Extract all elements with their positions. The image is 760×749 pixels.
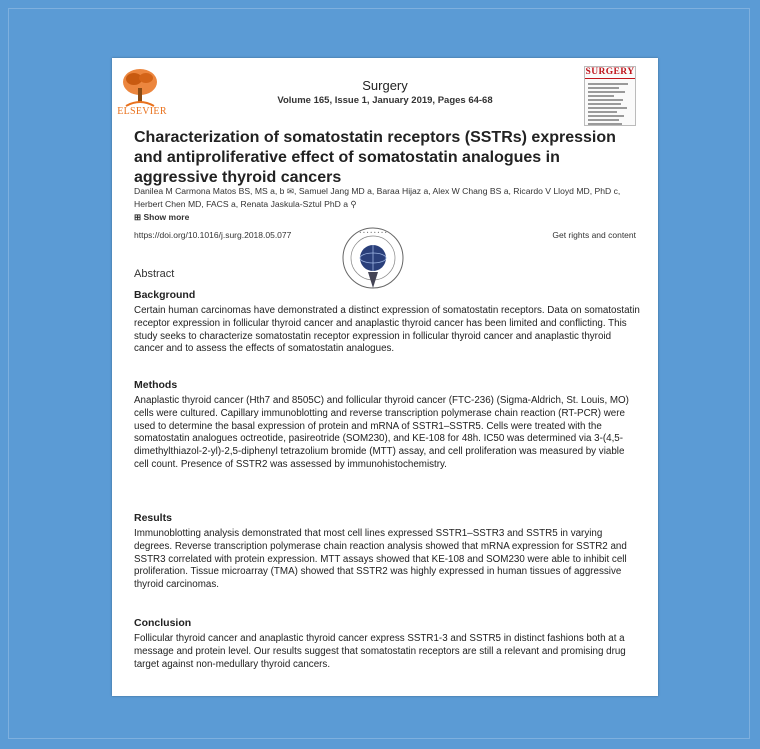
doi-link[interactable]: https://doi.org/10.1016/j.surg.2018.05.077 <box>134 230 292 240</box>
volume-info[interactable]: Volume 165, Issue 1, January 2019, Pages 64-68 <box>277 95 493 106</box>
journal-cover-thumbnail[interactable] <box>584 66 636 126</box>
section-text: Certain human carcinomas have demonstrated a distinct expression of somatostatin receptors. Data on somatostatin receptor expression in follicular thyroid cancer and anaplastic thyroid cancer has been limited and conflicting. This study seeks to characterize somatostatin receptor expression in follicular thyroid cancer and anaplastic thyroid cancer and to assess the effects of somatostatin analogues. <box>134 305 640 355</box>
abstract-heading: Abstract <box>134 268 175 280</box>
article-title: Characterization of somatostatin receptors (SSTRs) expression and antiproliferative effect of somatostatin analogues in aggressive thyroid cancers <box>134 129 616 186</box>
author-list[interactable]: Danilea M Carmona Matos BS, MS a, b ✉, Samuel Jang MD a, Baraa Hijaz a, Alex W Chang BS a, Ricardo V Lloyd MD, PhD c, Herbert Chen MD, FACS a, Renata Jaskula-Sztul PhD a ⚲ <box>134 186 621 209</box>
section-heading: Background <box>134 289 196 301</box>
section-heading: Methods <box>134 379 178 391</box>
section-text: Immunoblotting analysis demonstrated that most cell lines expressed SSTR1–SSTR3 and SSTR5 in varying degrees. Reverse transcription polymerase chain reaction analysis showed that mRNA expression for SSTR2 and SSTR3 correlated with protein expression. MTT assays showed that KE-108 and SOM230 were able to inhibit cell proliferation. Tissue microarray (TMA) showed that SSTR2 was highly expressed in human tissues of aggressive thyroid carcinomas. <box>134 528 627 591</box>
abstract-section-methods <box>134 379 640 472</box>
section-heading: Conclusion <box>134 617 192 629</box>
section-text: Follicular thyroid cancer and anaplastic thyroid cancer express SSTR1-3 and SSTR5 in distinct fashions both at a message and protein level. Our results suggest that somatostatin receptors are still a relevant and promising drug target against non-medullary thyroid cancers. <box>134 633 626 670</box>
svg-text:• • • • • • • •: • • • • • • • • <box>359 230 387 235</box>
abstract-section-conclusion <box>134 617 640 671</box>
abstract-section-results <box>134 512 640 592</box>
show-more-button[interactable]: ⊞ Show more <box>134 212 190 222</box>
cover-title: SURGERY <box>585 67 635 77</box>
society-seal-icon <box>338 222 408 296</box>
section-heading: Results <box>134 512 172 524</box>
article-page <box>112 58 658 696</box>
get-rights-link[interactable]: Get rights and content <box>552 230 636 240</box>
cover-contents <box>585 79 635 126</box>
abstract-section-background <box>134 289 640 356</box>
journal-title[interactable]: Surgery <box>362 78 408 93</box>
section-text: Anaplastic thyroid cancer (Hth7 and 8505C) and follicular thyroid cancer (FTC-236) (Sigma-Aldrich, St. Louis, MO) cells were cultured. Capillary immunoblotting and reverse transcription polymerase chain reaction (RT-PCR) were used to determine the basal expression of protein and mRNA of SSTR1–SSTR5. Cells were treated with the somatostatin analogues octreotide, pasireotride (SOM230), and KE-108 for 48h. IC50 was determined via 3-(4,5-dimethylthiazol-2-yl)-2,5-diphenyl tetrazolium bromide (MTT) assay, and cell proliferation was measured by viable cell count. Presence of SSTR2 was assessed by immunohistochemistry. <box>134 395 629 470</box>
publisher-name[interactable]: ELSEVIER <box>117 106 167 117</box>
